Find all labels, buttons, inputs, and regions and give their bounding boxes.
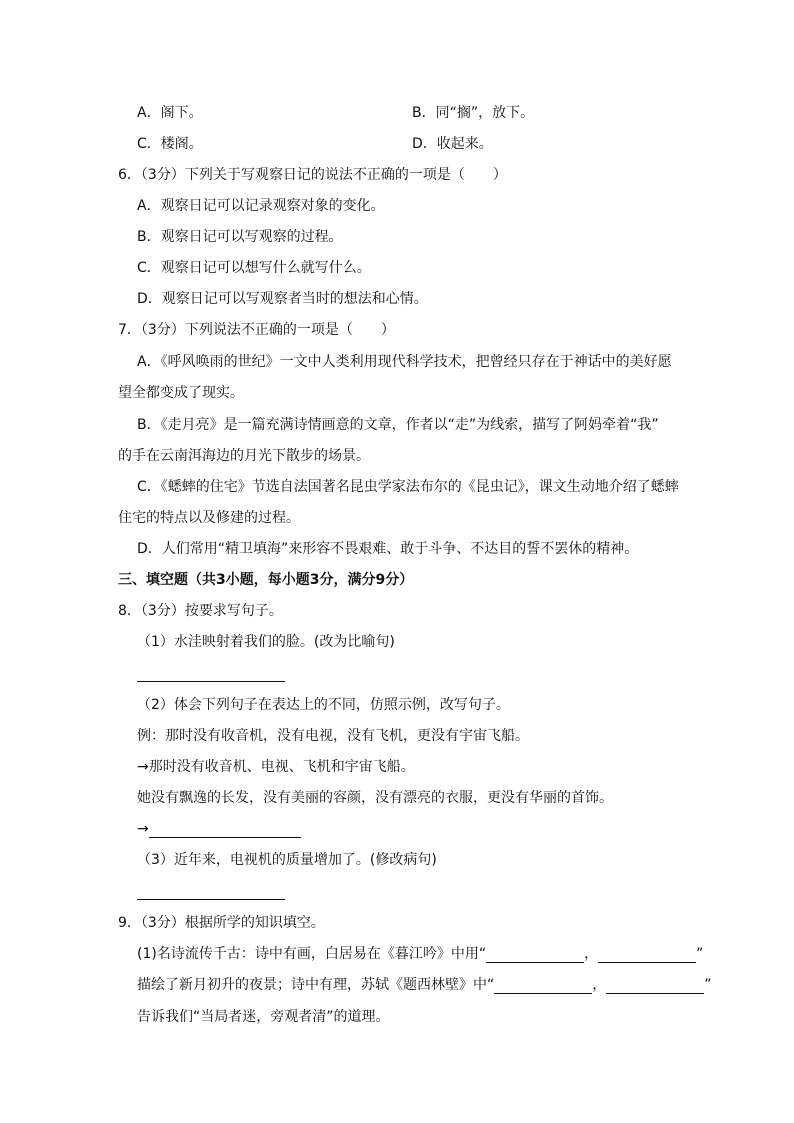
q7-option-b-line1: B．《走月亮》是一篇充满诗情画意的文章，作者以“走”为线索，描写了阿妈牵着“我” [137, 417, 659, 433]
q9-blank-3[interactable] [494, 979, 592, 994]
q6-option-c: C．观察日记可以想写什么就写什么。 [137, 260, 371, 276]
q9-close-quote-2: ” [704, 977, 712, 993]
q7-option-d: D．人们常用“精卫填海”来形容不畏艰难、敢于斗争、不达目的誓不罢休的精神。 [137, 541, 639, 557]
q9-comma-1: ， [584, 946, 599, 962]
q8-sentence: 她没有飘逸的长发，没有美丽的容颜，没有漂亮的衣服，更没有华丽的首饰。 [137, 790, 613, 806]
q6-stem: 6．（3分）下列关于写观察日记的说法不正确的一项是（ ） [118, 167, 507, 183]
q5-option-b: B．同“搁”，放下。 [412, 105, 535, 121]
q7-option-b-line2: 的手在云南洱海边的月光下散步的场景。 [118, 448, 370, 464]
q9-blank-2[interactable] [598, 948, 696, 963]
q9-comma-2: ， [592, 977, 607, 993]
q9-line2 [137, 976, 712, 994]
q6-option-a: A．观察日记可以记录观察对象的变化。 [137, 198, 385, 214]
section3-title: 三、填空题（共3小题，每小题3分，满分9分） [118, 572, 414, 588]
q8-part1-answer-blank[interactable] [137, 681, 285, 682]
q9-line1 [137, 945, 703, 963]
q7-option-c-line2: 住宅的特点以及修建的过程。 [118, 510, 300, 526]
q5-option-d: D．收起来。 [412, 136, 493, 152]
q8-example: 例：那时没有收音机，没有电视，没有飞机，更没有宇宙飞船。 [137, 728, 529, 744]
q9-line1-prefix: (1)名诗流传千古：诗中有画，白居易在《暮江吟》中用“ [137, 946, 487, 962]
q9-stem: 9．（3分）根据所学的知识填空。 [118, 915, 325, 931]
q8-part2: （2）体会下列句子在表达上的不同，仿照示例，改写句子。 [137, 697, 510, 713]
q9-close-quote-1: ” [696, 946, 704, 962]
q5-option-c: C．楼阁。 [137, 136, 203, 152]
arrow-icon: → [137, 821, 149, 837]
q6-option-b: B．观察日记可以写观察的过程。 [137, 229, 343, 245]
q9-line3: 告诉我们“当局者迷，旁观者清”的道理。 [137, 1009, 390, 1025]
q8-stem: 8．（3分）按要求写句子。 [118, 603, 283, 619]
q7-option-a-line2: 望全都变成了现实。 [118, 385, 244, 401]
q8-part3: （3）近年来，电视机的质量增加了。(修改病句) [137, 852, 437, 868]
q9-blank-4[interactable] [606, 979, 704, 994]
q5-option-a: A．阁下。 [137, 105, 203, 121]
q7-stem: 7．（3分）下列说法不正确的一项是（ ） [118, 322, 395, 338]
q8-part2-answer-blank[interactable] [149, 823, 301, 838]
q7-option-a-line1: A．《呼风唤雨的世纪》一文中人类利用现代科学技术，把曾经只存在于神话中的美好愿 [137, 354, 672, 370]
q8-example-rewrite: →那时没有收音机、电视、飞机和宇宙飞船。 [137, 759, 415, 775]
q6-option-d: D．观察日记可以写观察者当时的想法和心情。 [137, 291, 428, 307]
q9-line2-prefix: 描绘了新月初升的夜景；诗中有理，苏轼《题西林壁》中“ [137, 977, 495, 993]
q8-part3-answer-blank[interactable] [137, 899, 285, 900]
q8-rewrite-line [137, 820, 301, 838]
q7-option-c-line1: C．《蟋蟀的住宅》节选自法国著名昆虫学家法布尔的《昆虫记》，课文生动地介绍了蟋蟀 [137, 479, 679, 495]
q9-blank-1[interactable] [486, 948, 584, 963]
q8-part1: （1）水洼映射着我们的脸。(改为比喻句) [137, 634, 395, 650]
